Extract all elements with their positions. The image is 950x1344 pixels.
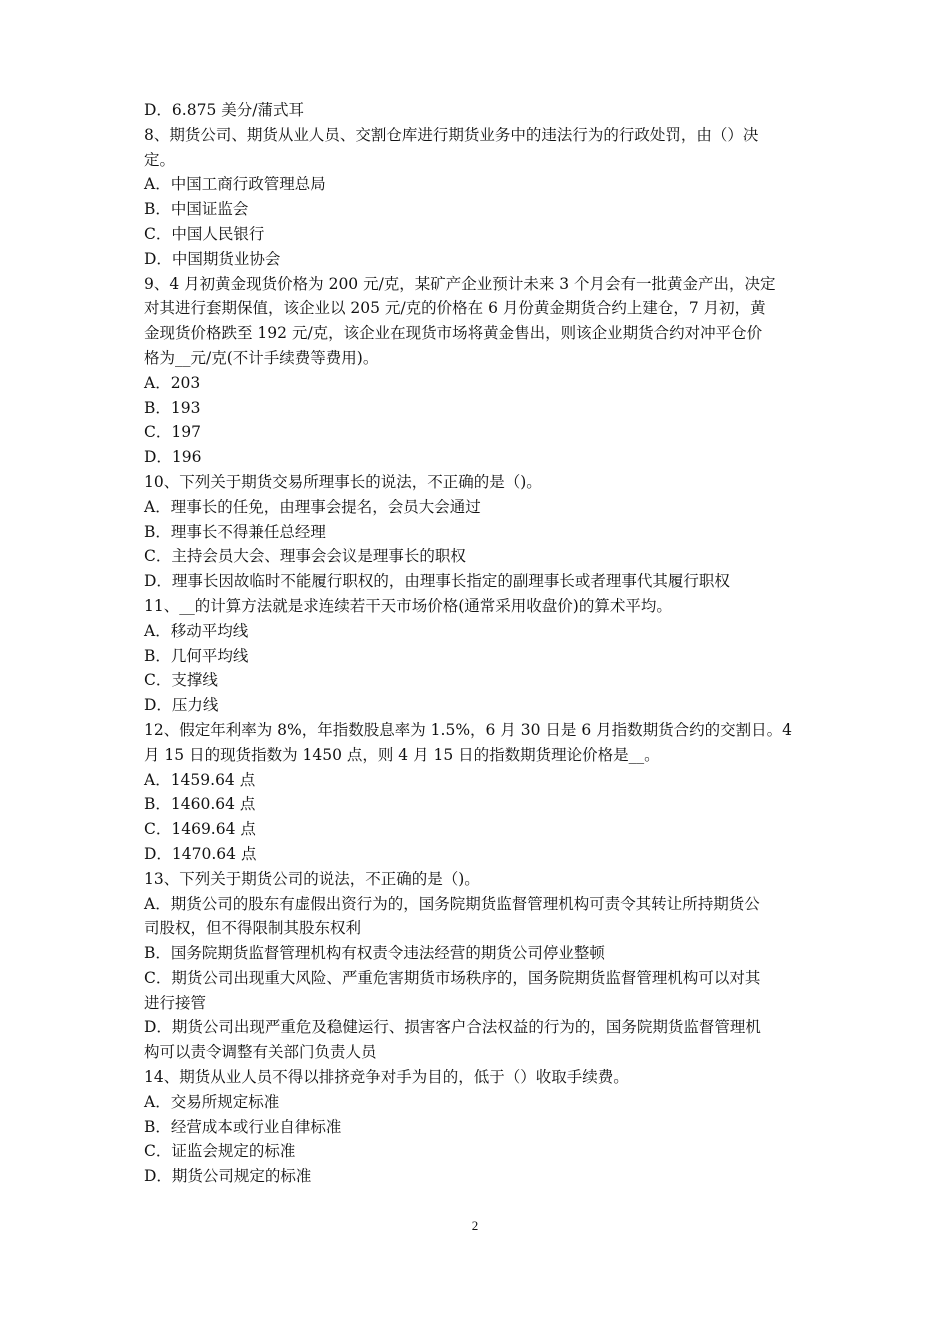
text-line: A．期货公司的股东有虚假出资行为的，国务院期货监督管理机构可责令其转让所持期货公	[144, 894, 760, 913]
text-line: 构可以责令调整有关部门负责人员	[144, 1043, 377, 1062]
text-line: 10、下列关于期货交易所理事长的说法，不正确的是（)。	[144, 472, 542, 491]
text-line: B．国务院期货监督管理机构有权责令违法经营的期货公司停业整顿	[144, 944, 605, 963]
text-line: C．主持会员大会、理事会会议是理事长的职权	[144, 547, 466, 566]
text-line: 9、4 月初黄金现货价格为 200 元/克，某矿产企业预计未来 3 个月会有一批黄金产出，决定	[144, 274, 776, 293]
text-line: 8、期货公司、期货从业人员、交割仓库进行期货业务中的违法行为的行政处罚，由（）决	[144, 125, 759, 144]
text-line: 格为__元/克(不计手续费等费用)。	[144, 348, 379, 367]
text-line: A．交易所规定标准	[144, 1092, 280, 1111]
text-line: 13、下列关于期货公司的说法，不正确的是（)。	[144, 869, 480, 888]
text-line: 11、__的计算方法就是求连续若干天市场价格(通常采用收盘价)的算术平均。	[144, 596, 672, 615]
page-number: 2	[471, 1218, 479, 1233]
text-line: 金现货价格跌至 192 元/克，该企业在现货市场将黄金售出，则该企业期货合约对冲平仓价	[144, 324, 763, 343]
text-line: 定。	[144, 150, 176, 169]
text-line: 对其进行套期保值，该企业以 205 元/克的价格在 6 月份黄金期货合约上建仓，7 月初，黄	[144, 299, 766, 318]
text-line: A．203	[144, 373, 201, 392]
text-line: B．193	[144, 398, 201, 417]
text-line: C．证监会规定的标准	[144, 1142, 296, 1161]
document-body	[144, 98, 812, 1189]
text-line: D．期货公司出现严重危及稳健运行、损害客户合法权益的行为的，国务院期货监督管理机	[144, 1018, 761, 1037]
text-line: D．理事长因故临时不能履行职权的，由理事长指定的副理事长或者理事代其履行职权	[144, 572, 730, 591]
text-line: B．中国证监会	[144, 200, 249, 219]
text-line: 进行接管	[144, 993, 207, 1012]
text-line: D．1470.64 点	[144, 844, 257, 863]
text-line: A．中国工商行政管理总局	[144, 175, 326, 194]
text-line: 12、假定年利率为 8%，年指数股息率为 1.5%，6 月 30 日是 6 月指数期货合约的交割日。4	[144, 720, 792, 739]
text-line: D．期货公司规定的标准	[144, 1167, 312, 1186]
text-line: C．支撑线	[144, 671, 218, 690]
text-line: D．196	[144, 448, 202, 467]
text-line: D．6.875 美分/蒲式耳	[144, 101, 304, 119]
text-line: 14、期货从业人员不得以排挤竞争对手为目的，低于（）收取手续费。	[144, 1068, 629, 1087]
text-line: B．经营成本或行业自律标准	[144, 1117, 342, 1136]
text-line: A．理事长的任免，由理事会提名，会员大会通过	[144, 497, 481, 516]
text-line: A．1459.64 点	[144, 770, 256, 789]
text-line: D．压力线	[144, 696, 219, 715]
text-line: D．中国期货业协会	[144, 249, 281, 268]
text-line: 司股权，但不得限制其股东权利	[144, 919, 362, 938]
text-line: C．期货公司出现重大风险、严重危害期货市场秩序的，国务院期货监督管理机构可以对其	[144, 968, 761, 987]
text-line: A．移动平均线	[144, 621, 249, 640]
text-line: B．几何平均线	[144, 646, 249, 665]
text-line: 月 15 日的现货指数为 1450 点，则 4 月 15 日的指数期货理论价格是__。	[144, 745, 660, 764]
text-line: C．1469.64 点	[144, 820, 256, 839]
text-line: C．中国人民银行	[144, 224, 265, 243]
text-line: B．1460.64 点	[144, 795, 256, 814]
text-line: B．理事长不得兼任总经理	[144, 522, 326, 541]
text-line: C．197	[144, 423, 201, 442]
